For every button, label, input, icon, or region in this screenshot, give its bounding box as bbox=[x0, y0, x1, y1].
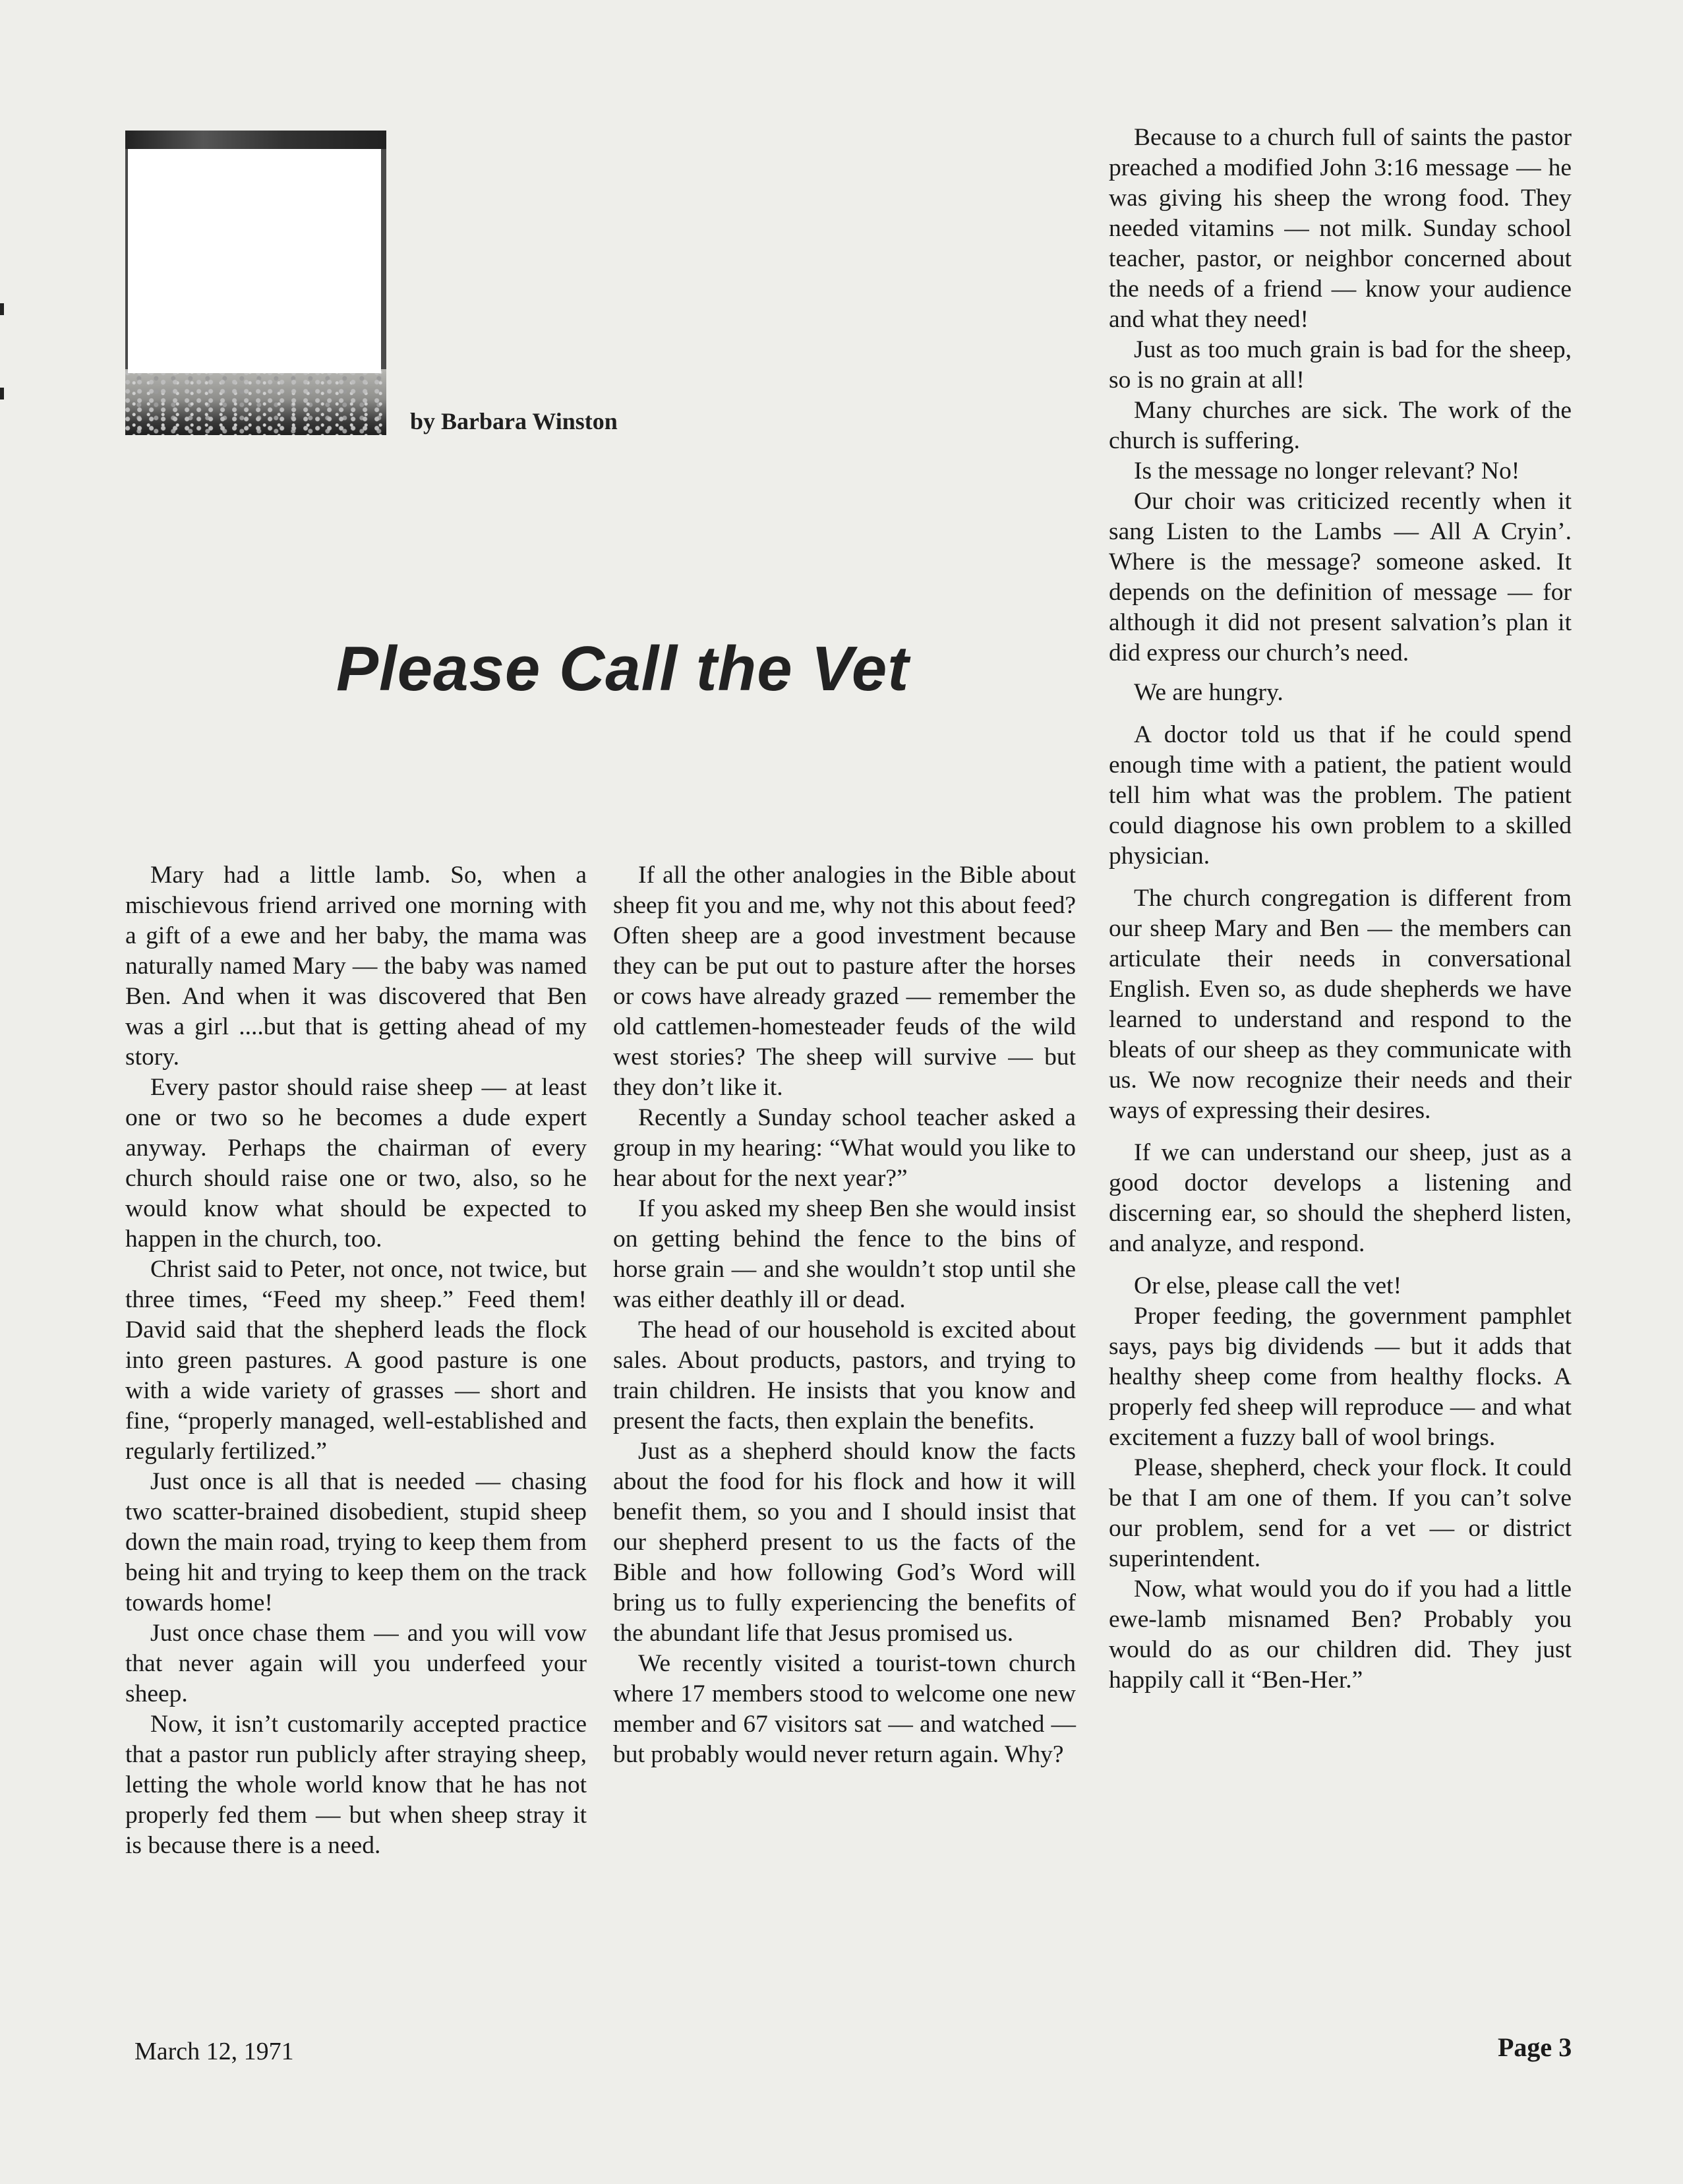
scan-edge-mark bbox=[0, 388, 4, 399]
photo-top-strip bbox=[125, 131, 386, 149]
paragraph: We recently visited a tourist-town church where 17 members stood to welcome one new member and 67 visitors sat — and watched — but probably would never return again. Why? bbox=[613, 1650, 1076, 1768]
paragraph: Mary had a little lamb. So, when a mischievous friend arrived one morning with a gift of a ewe and her baby, the mama was naturally named Mary — the baby was named Ben. And when it was discovered that Ben was a girl ....but that is getting ahead of my story. bbox=[125, 862, 587, 1071]
article-title: Please Call the Vet bbox=[336, 634, 910, 704]
paragraph: If we can understand our sheep, just as a good doctor develops a listening and discerning ear, so should the shepherd listen, and analyze, and respond. bbox=[1109, 1139, 1572, 1257]
paragraph: The head of our household is excited about sales. About products, pastors, and trying to train children. He insists that you know and present the facts, then explain the benefits. bbox=[613, 1316, 1076, 1434]
paragraph: Now, what would you do if you had a little ewe-lamb misnamed Ben? Probably you would do as our children did. They just happily call it “Ben-Her.” bbox=[1109, 1576, 1572, 1694]
paragraph: Just as a shepherd should know the facts about the food for his flock and how it will benefit them, so you and I should insist that our shepherd present to us the facts of the Bible and how following God’s Word will bring us to fully experiencing the benefits of the abundant life that Jesus promised us. bbox=[613, 1438, 1076, 1647]
photo-redaction-box bbox=[128, 149, 381, 373]
column-2 bbox=[613, 860, 1076, 1770]
paragraph: If all the other analogies in the Bible about sheep fit you and me, why not this about feed? Often sheep are a good investment because they can be put out to pasture after the horses or cows have already grazed — remember the old cattlemen-homesteader feuds of the wild west stories? The sheep will survive — but they don’t like it. bbox=[613, 862, 1076, 1101]
scan-edge-mark bbox=[0, 303, 4, 315]
paragraph: Is the message no longer relevant? No! bbox=[1134, 457, 1520, 485]
paragraph: If you asked my sheep Ben she would insist on getting behind the fence to the bins of horse grain — and she wouldn’t stop until she was either deathly ill or dead. bbox=[613, 1195, 1076, 1313]
paragraph: A doctor told us that if he could spend enough time with a patient, the patient would tell him what was the problem. The patient could diagnose his own problem to a skilled physician. bbox=[1109, 721, 1572, 870]
paragraph: Just once chase them — and you will vow that never again will you underfeed your sheep. bbox=[125, 1620, 587, 1707]
paragraph: Christ said to Peter, not once, not twice, but three times, “Feed my sheep.” Feed them! David said that the shepherd leads the flock into green pastures. A good pasture is one with a wide variety of grasses — short and fine, “properly managed, well-established and regularly fertilized.” bbox=[125, 1256, 587, 1465]
paragraph: Our choir was criticized recently when it sang Listen to the Lambs — All A Cryin’. Where is the message? someone asked. It depends on the definition of message — for although it did not present salvation’s plan it did express our church’s need. bbox=[1109, 488, 1572, 666]
paragraph: Because to a church full of saints the pastor preached a modified John 3:16 message — he was giving his sheep the wrong food. They needed vitamins — not milk. Sunday school teacher, pastor, or neighbor concerned about the needs of a friend — know your audience and what they need! bbox=[1109, 124, 1572, 333]
paragraph: Proper feeding, the government pamphlet says, pays big dividends — but it adds that healthy sheep come from healthy flocks. A properly fed sheep will reproduce — and what excitement a fuzzy ball of wool brings. bbox=[1109, 1303, 1572, 1451]
paragraph: Recently a Sunday school teacher asked a group in my hearing: “What would you like to hear about for the next year?” bbox=[613, 1104, 1076, 1192]
byline: by Barbara Winston bbox=[410, 408, 618, 434]
paragraph: Just once is all that is needed — chasing two scatter-brained disobedient, stupid sheep down the main road, trying to keep them from being hit and trying to keep them on the track towards home! bbox=[125, 1468, 587, 1616]
paragraph: Every pastor should raise sheep — at least one or two so he becomes a dude expert anyway. Perhaps the chairman of every church should raise one or two, also, so he would know what should be expected to happen in the church, too. bbox=[125, 1074, 587, 1253]
column-3 bbox=[1109, 123, 1572, 1696]
page-number: Page 3 bbox=[1498, 2032, 1572, 2062]
column-1 bbox=[125, 860, 587, 1861]
paragraph: Many churches are sick. The work of the church is suffering. bbox=[1109, 397, 1572, 454]
paragraph: Just as too much grain is bad for the sheep, so is no grain at all! bbox=[1109, 336, 1572, 394]
paragraph: Or else, please call the vet! bbox=[1134, 1272, 1402, 1299]
issue-date: March 12, 1971 bbox=[134, 2038, 294, 2065]
article-photo bbox=[125, 131, 386, 435]
paragraph: The church congregation is different from our sheep Mary and Ben — the members can articulate their needs in conversational English. Even so, as dude shepherds we have learned to understand and respond to the bleats of our sheep as they communicate with us. We now recognize their needs and their ways of expressing their desires. bbox=[1109, 885, 1572, 1124]
paragraph: We are hungry. bbox=[1134, 679, 1284, 706]
paragraph: Now, it isn’t customarily accepted practice that a pastor run publicly after straying sheep, letting the whole world know that he has not properly fed them — but when sheep stray it is because there is a need. bbox=[125, 1711, 587, 1859]
photo-grass bbox=[125, 369, 386, 435]
paragraph: Please, shepherd, check your flock. It could be that I am one of them. If you can’t solve our problem, send for a vet — or district superintendent. bbox=[1109, 1454, 1572, 1572]
